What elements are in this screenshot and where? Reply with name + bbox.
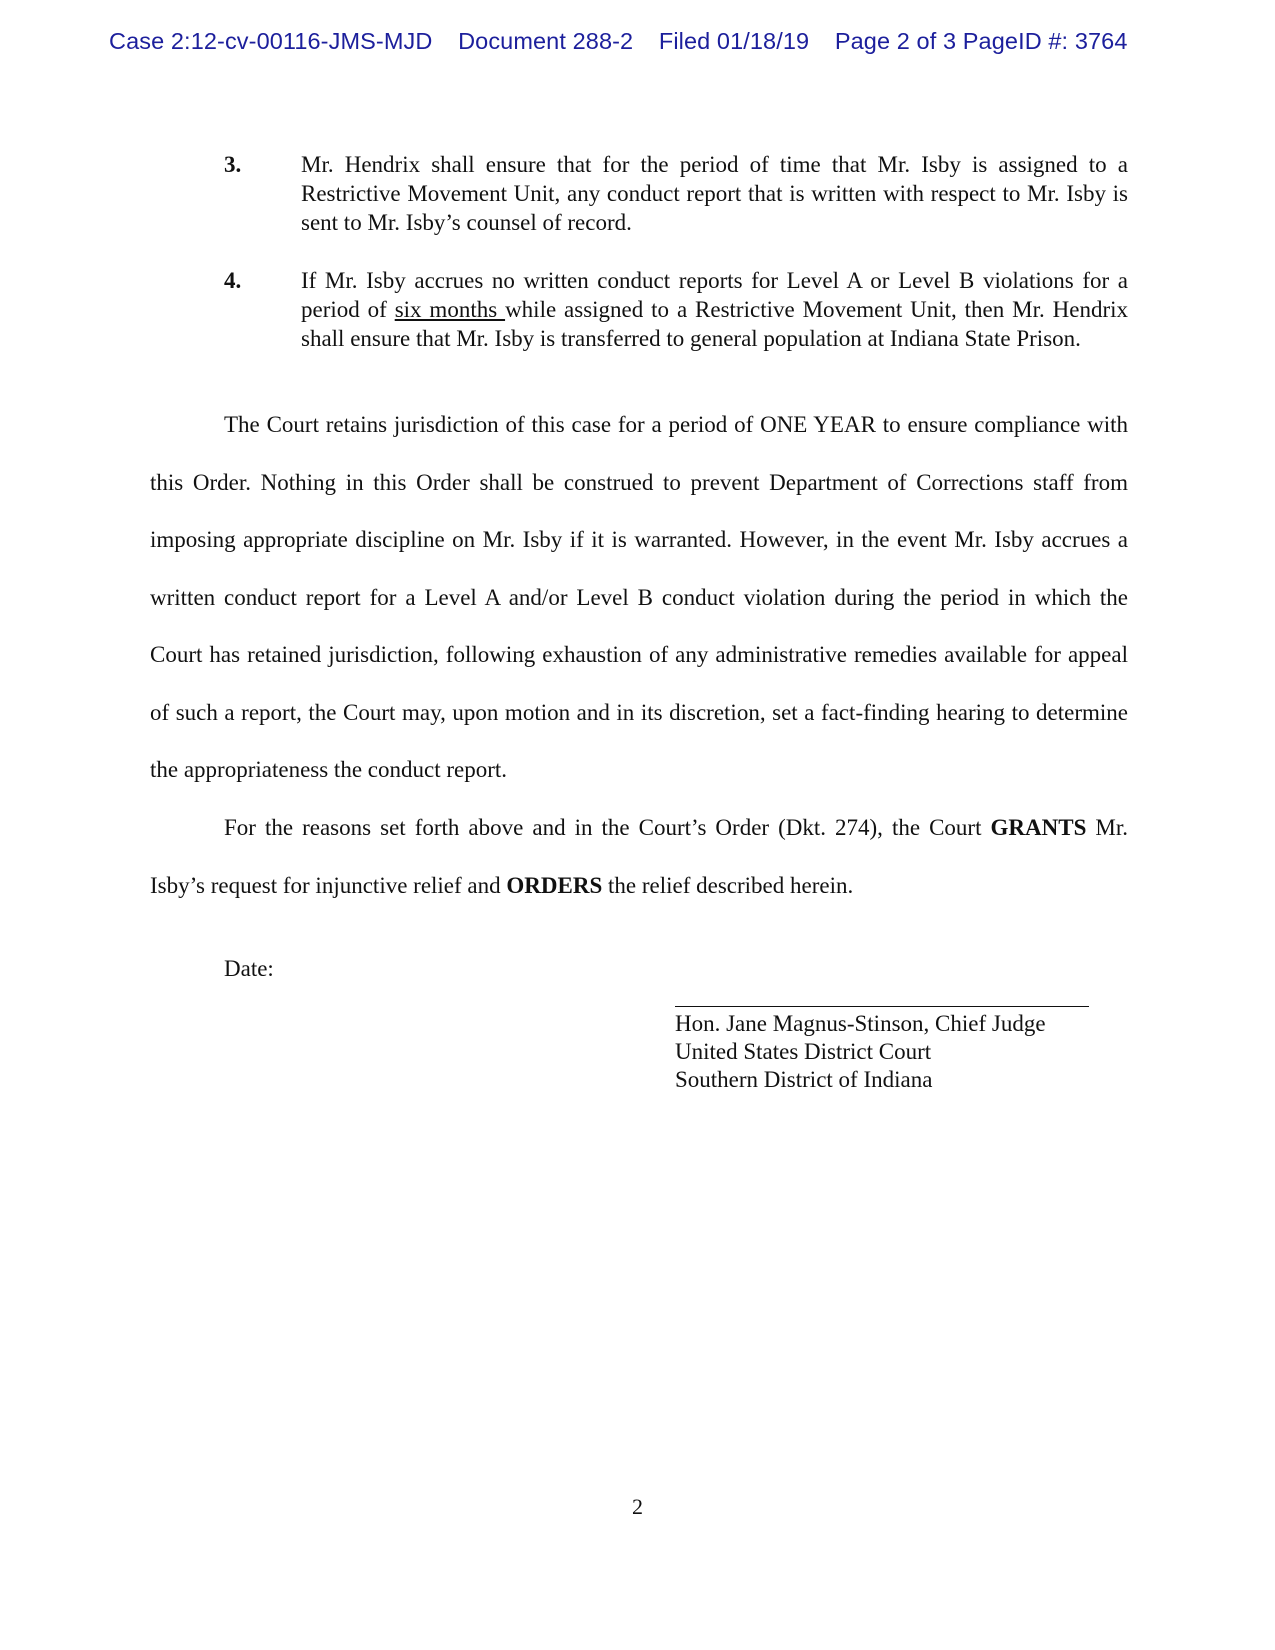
- list-item-4: [224, 266, 1128, 353]
- list-text: Mr. Hendrix shall ensure that for the period of time that Mr. Isby is assigned to a Restrictive Movement Unit, any conduct report that is written with respect to Mr. Isby is sent to Mr. Isby’s counsel of record.: [301, 152, 1128, 235]
- list-number: 4.: [224, 268, 242, 293]
- page-info: Page 2 of 3 PageID #: 3764: [834, 28, 1128, 54]
- order-paragraph: [150, 799, 1128, 914]
- date-label: Date:: [224, 956, 274, 981]
- list-number: 3.: [224, 152, 242, 177]
- grants-text: GRANTS: [990, 815, 1087, 840]
- signature-block: [675, 1010, 1046, 1094]
- ecf-header: [109, 28, 1128, 55]
- case-number: Case 2:12-cv-00116-JMS-MJD: [109, 28, 433, 54]
- list-text: [301, 266, 1128, 353]
- order-text: the relief described herein.: [602, 872, 854, 898]
- order-text: For the reasons set forth above and in the Court’s Order (Dkt. 274), the Court: [224, 815, 991, 840]
- district-name: Southern District of Indiana: [675, 1067, 933, 1092]
- court-name: United States District Court: [675, 1039, 932, 1064]
- underlined-duration: six months: [394, 297, 506, 322]
- orders-text: ORDERS: [506, 872, 603, 898]
- order-text: Mr. Isby’s request for injunctive relief and: [150, 815, 1128, 898]
- signature-line: [675, 1006, 1089, 1007]
- filed-date: Filed 01/18/19: [658, 28, 810, 54]
- judge-name: Hon. Jane Magnus-Stinson, Chief Judge: [675, 1011, 1046, 1036]
- list-text-part: while assigned to a Restrictive Movement Unit, then Mr. Hendrix shall ensure that Mr. Isby is transferred to general population at Indiana State Prison.: [301, 297, 1128, 351]
- document-number: Document 288-2: [458, 28, 634, 54]
- page-number: 2: [632, 1494, 643, 1519]
- list-item-3: [224, 150, 1128, 237]
- jurisdiction-paragraph: The Court retains jurisdiction of this case for a period of ONE YEAR to ensure compliance with this Order. Nothing in this Order shall be construed to prevent Department of Corrections staff from imposing appropriate discipline on Mr. Isby if it is warranted. However, in the event Mr. Isby accrues a written conduct report for a Level A and/or Level B conduct violation during the period in which the Court has retained jurisdiction, following exhaustion of any administrative remedies available for appeal of such a report, the Court may, upon motion and in its discretion, set a fact-finding hearing to determine the appropriateness the conduct report.: [150, 412, 1128, 782]
- list-text-part: If Mr. Isby accrues no written conduct reports for Level A or Level B violations for a period of: [301, 268, 1128, 322]
